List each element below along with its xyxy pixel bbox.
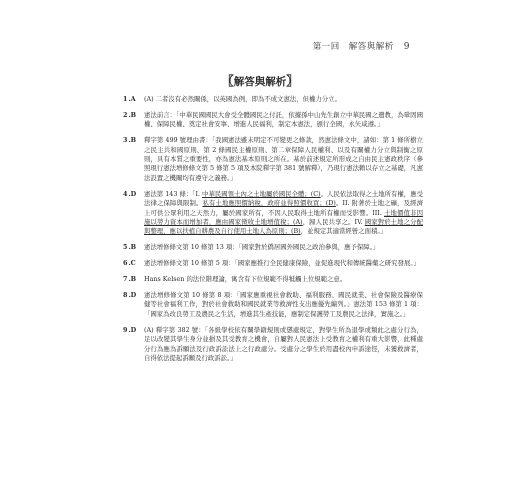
- question-number: [123, 95, 144, 104]
- question-number-value: 1: [123, 95, 128, 103]
- question-number-value: 3: [123, 136, 128, 145]
- section-title-label: 解答與解析: [233, 76, 287, 88]
- explanation-text: [144, 275, 423, 284]
- answer-letter: .D: [128, 325, 137, 334]
- question-number: [123, 111, 144, 130]
- question-number-value: 7: [123, 275, 128, 284]
- answer-item: [123, 111, 423, 130]
- explanation-text: [144, 259, 423, 268]
- explanation-text: [144, 95, 423, 104]
- text-run: 憲法前言：「中華民國國民大會受全體國民之付託，依據孫中山先生創立中華民國之遺教，為鞏固國權、保障民權、奠定社會安寧、增進人民福利，制定本憲法，頒行全國，永矢咸遵。」: [144, 110, 423, 129]
- question-number-value: 2: [123, 110, 128, 119]
- explanation-text: [144, 136, 423, 183]
- question-number: [123, 259, 144, 268]
- right-bracket-glyph: 〗: [286, 74, 299, 88]
- question-number: [123, 243, 144, 252]
- answer-item: [123, 190, 423, 237]
- answer-item: [123, 275, 423, 284]
- answer-letter: .D: [128, 291, 137, 299]
- page-number: 9: [403, 42, 410, 52]
- question-number: [123, 190, 144, 237]
- text-run: 憲法增修條文第 10 條第 5 項：「國家應推行全民健康保險，並促進現代和傳統醫藥之研究發展。」: [144, 259, 420, 268]
- answer-letter: .B: [128, 243, 137, 252]
- underlined-text: 中華民國領土內之土地屬於國民全體；(C): [202, 189, 321, 198]
- underlined-text: 私有土地應照價納稅，政府並得照價收買；(D): [202, 199, 336, 208]
- text-run: ，歸人民共享之。IV.: [302, 217, 365, 226]
- section-title: [0, 72, 520, 89]
- text-run: 憲法第 143 條：「I.: [144, 189, 203, 198]
- answer-letter: .B: [128, 110, 137, 119]
- question-number-value: 6: [123, 259, 128, 268]
- explanation-text: [144, 326, 423, 364]
- answer-letter: .B: [128, 136, 137, 145]
- question-number: [123, 326, 144, 364]
- text-run: (A) 二者沒有必然關係，以英國為例，即為不成文憲法，但權力分立。: [144, 95, 341, 103]
- question-number: [123, 136, 144, 183]
- question-number-value: 5: [123, 243, 128, 252]
- answer-letter: .C: [128, 259, 136, 268]
- answer-item: [123, 326, 423, 364]
- text-run: 憲法增修條文第 10 條第 8 項：「國家應重視社會救助、福利服務、國民就業、社會保險及醫療保健等社會福利工作，對於社會救助和國民就業等救濟性支出應優先編列。」憲法第 153 條第 1 項：「國家為改良勞工及農民之生活，增進其生產技能，應制定保護勞工及農民之法律，實施之。」: [144, 291, 423, 318]
- underlined-text: 土地價值非因施以勞力資本而增加者，應由國家徵收土地增值稅；(A): [144, 208, 423, 226]
- explanation-text: [144, 111, 423, 130]
- text-run: 。II. 附著於土地之礦，及經濟上可供公眾利用之天然力，屬於國家所有，不因人民取得土地所有權而受影響。III.: [144, 199, 424, 217]
- question-number-value: 4: [123, 189, 128, 198]
- question-number-value: 9: [123, 325, 128, 334]
- underlined-text: 國家對於土地之分配與整理，應以扶植自耕農及自行使用土地人為原則；(B): [144, 217, 423, 236]
- text-run: (A) 釋字第 382 號：「各級學校依有關學籍規則或懲處規定，對學生所為退學或類此之處分行為，足以改變其學生身分並損及其受教育之機會，自屬對人民憲法上受教育之權利有重大影響，此種處分行為應為訴願法及行政訴訟法上之行政處分。受處分之學生於用盡校內申訴途徑，未獲救濟者，自得依法提起訴願及行政訴訟。」: [144, 325, 423, 362]
- question-number: [123, 275, 144, 284]
- question-number: [123, 291, 144, 319]
- left-bracket-glyph: 〖: [221, 74, 234, 88]
- text-run: 釋字第 499 號理由書：「我國憲法雖未明定不可變更之條款，然憲法條文中，諸如：第 1 條所樹立之民主共和國原則、第 2 條國民主權原則、第二章保障人民權利、以及有關權力分立與制衡之原則，具有本質之重要性，亦為憲法基本原則之所在。基於前述規定所形成之自由民主憲政秩序（參照現行憲法增修條文第 5 條第 5 項及本院釋字第 381 號解釋），乃現行憲法賴以存立之基礎，凡憲法設置之機關均有遵守之義務。」: [144, 136, 423, 182]
- explanation-text: [144, 291, 423, 319]
- question-number-value: 8: [123, 291, 128, 299]
- answer-item: [123, 259, 423, 268]
- answer-item: [123, 95, 423, 104]
- explanation-text: [144, 243, 423, 252]
- chapter-title: 第一回 解答與解析: [312, 42, 394, 52]
- answer-item: [123, 136, 423, 183]
- answer-letter: .A: [128, 95, 136, 103]
- answer-letter: .D: [128, 189, 137, 198]
- answer-item: [123, 291, 423, 319]
- text-run: Hans Kelsen 的法位階理論，寓含有下位規範不得牴觸上位規範之意。: [144, 275, 347, 284]
- answer-letter: .B: [128, 275, 137, 284]
- text-run: ，並規定其適當經營之面積。」: [300, 227, 387, 236]
- explanation-text: [144, 190, 423, 237]
- answer-item: [123, 243, 423, 252]
- running-header: [313, 40, 410, 52]
- answer-list: [123, 95, 423, 370]
- text-run: 憲法增修條文第 10 條第 13 項：「國家對於僑居國外國民之政治參與，應予保障。」: [144, 243, 380, 252]
- text-run: 。人民依法取得之土地所有權，應受法律之保障與限制。: [144, 189, 423, 208]
